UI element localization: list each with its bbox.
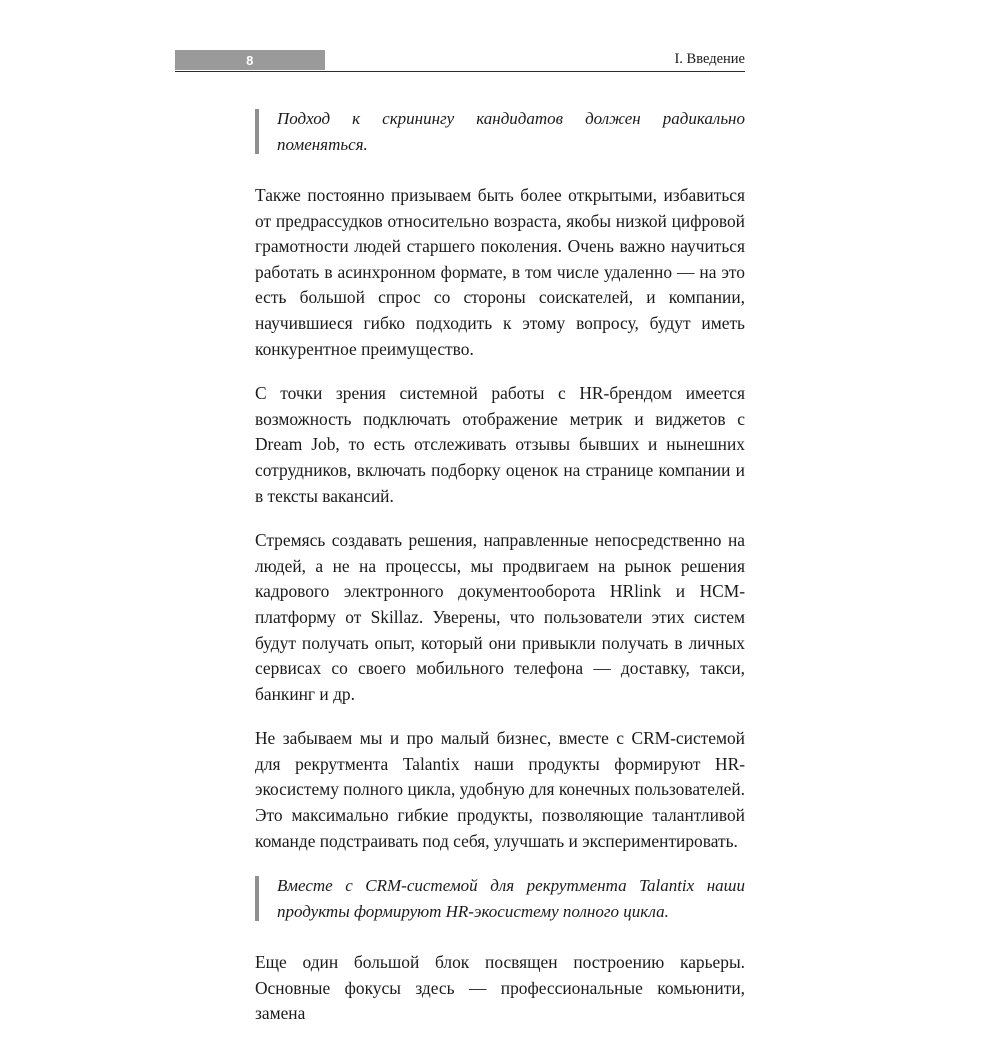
page-number-badge — [175, 50, 325, 70]
page-content — [255, 100, 745, 1046]
pull-quote-2-text: Вместе с CRM-системой для рекрутмента Talantix наши продукты формируют HR-экосистему полного цикла. — [277, 876, 745, 921]
pull-quote-2 — [255, 873, 745, 924]
paragraph-4: Не забываем мы и про малый бизнес, вместе с CRM-системой для рекрутмента Talantix наши продукты формируют HR-экосистему полного цикла, удобную для конечных пользователей. Это максимально гибкие продукты, позволяющие талантливой команде подстраивать под себя, улучшать и экспериментировать. — [255, 728, 745, 851]
pull-quote-bar — [255, 876, 259, 921]
pull-quote-1 — [255, 106, 745, 157]
header-divider — [175, 71, 745, 72]
paragraph-1: Также постоянно призываем быть более открытыми, избавиться от предрассудков относительно возраста, якобы низкой цифровой грамотности людей старшего поколения. Очень важно научиться работать в асинхронном формате, в том числе удаленно — на это есть большой спрос со стороны соискателей, и компании, научившиеся гибко подходить к этому вопросу, будут иметь конкурентное преимущество. — [255, 185, 745, 359]
page-header — [175, 50, 745, 70]
header-section-title: I. Введение — [674, 51, 745, 67]
paragraph-5: Еще один большой блок посвящен построению карьеры. Основные фокусы здесь — профессиональные комьюнити, замена — [255, 952, 745, 1024]
pull-quote-1-text: Подход к скринингу кандидатов должен радикально поменяться. — [277, 109, 745, 154]
page-number: 8 — [246, 52, 254, 68]
pull-quote-bar — [255, 109, 259, 154]
paragraph-2: С точки зрения системной работы с HR-брендом имеется возможность подключать отображение метрик и виджетов с Dream Job, то есть отслеживать отзывы бывших и нынешних сотрудников, включать подборку оценок на странице компании и в тексты вакансий. — [255, 383, 745, 506]
paragraph-3: Стремясь создавать решения, направленные непосредственно на людей, а не на процессы, мы продвигаем на рынок решения кадрового электронного документооборота HRlink и HCM-платформу от Skillaz. Уверены, что пользователи этих систем будут получать опыт, который они привыкли получать в личных сервисах со своего мобильного телефона — доставку, такси, банкинг и др. — [255, 530, 745, 704]
